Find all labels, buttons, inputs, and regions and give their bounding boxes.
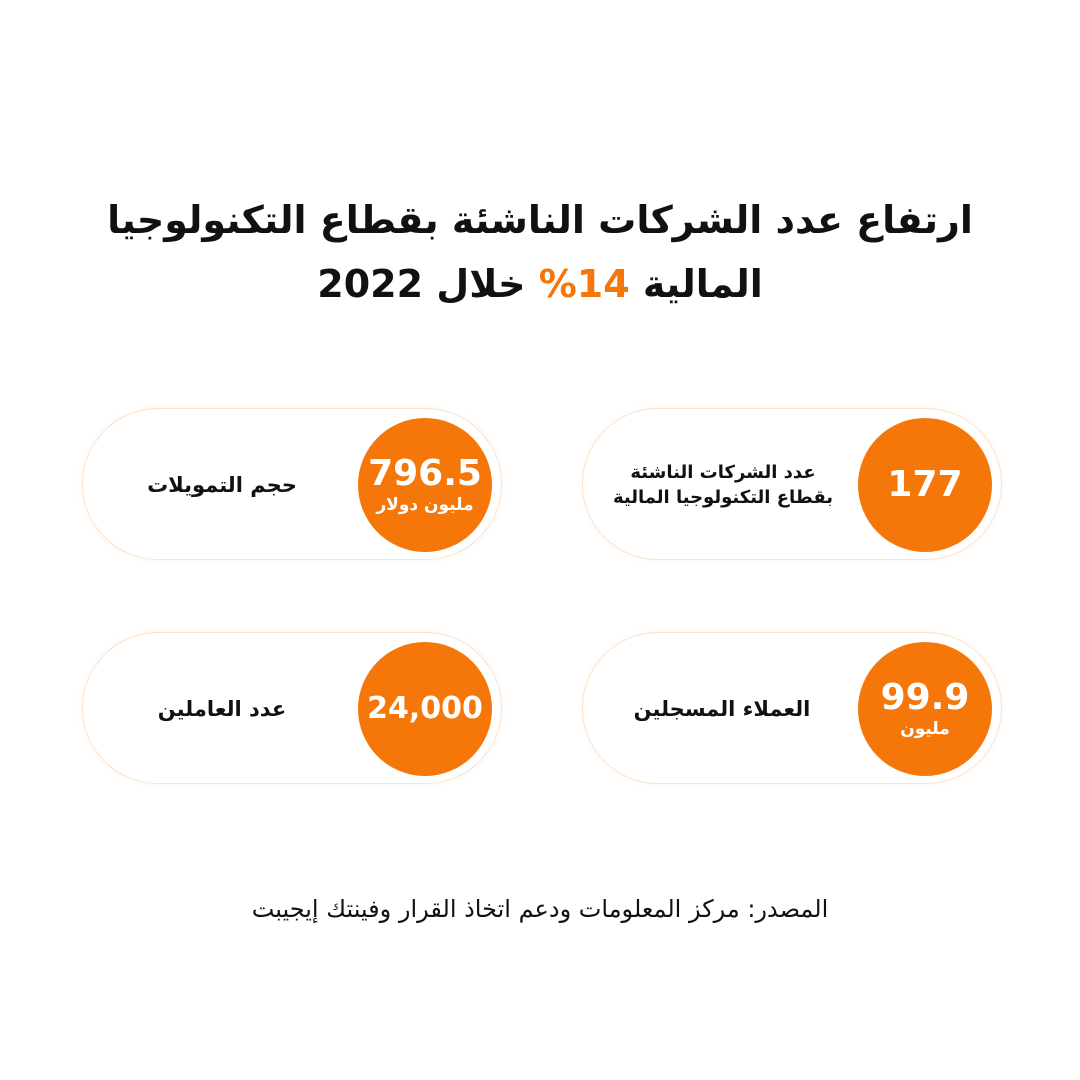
startups-label-line-2: بقطاع التكنولوجيا المالية	[612, 487, 834, 508]
title-line-2-end: خلال 2022	[317, 262, 539, 306]
page-title	[90, 188, 990, 316]
funding-value: 796.5	[368, 453, 482, 494]
funding-label	[91, 409, 353, 561]
startups-label-line-1: عدد الشركات الناشئة	[630, 462, 816, 483]
customers-unit: مليون	[900, 719, 950, 739]
employees-label-text: عدد العاملين	[157, 697, 287, 721]
customers-value: 99.9	[880, 677, 970, 718]
source-note: المصدر: مركز المعلومات ودعم اتخاذ القرار وفينتك إيجيبت	[251, 895, 829, 923]
customers-label-text: العملاء المسجلين	[633, 697, 811, 721]
customers-value-circle	[858, 642, 992, 776]
customers-label	[591, 633, 853, 785]
title-percentage: 14%	[538, 262, 630, 306]
employees-label	[91, 633, 353, 785]
employees-value-circle	[358, 642, 492, 776]
title-line-2	[90, 252, 990, 316]
startups-value: 177	[887, 464, 963, 505]
startups-card	[582, 408, 1002, 560]
title-line-1: ارتفاع عدد الشركات الناشئة بقطاع التكنولوجيا	[107, 198, 973, 242]
funding-label-text: حجم التمويلات	[147, 473, 297, 497]
funding-unit: مليون دولار	[376, 495, 474, 515]
customers-card	[582, 632, 1002, 784]
employees-card	[82, 632, 502, 784]
startups-label	[593, 409, 853, 561]
startups-value-circle	[858, 418, 992, 552]
funding-card	[82, 408, 502, 560]
title-line-2-start: المالية	[629, 262, 763, 306]
funding-value-circle	[358, 418, 492, 552]
employees-value: 24,000	[367, 691, 483, 726]
